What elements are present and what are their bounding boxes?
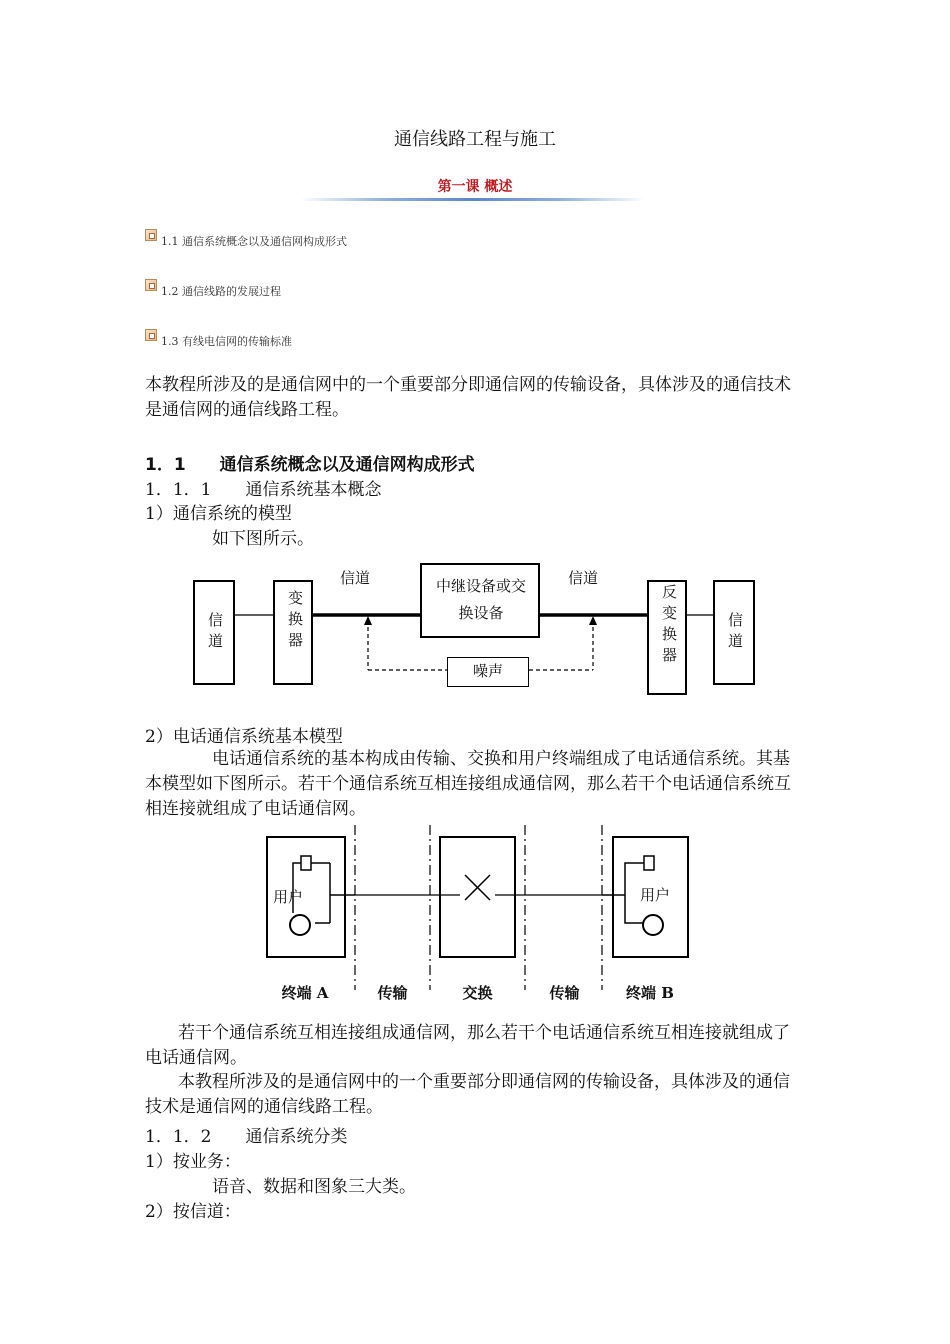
class-by-service: 1）按业务： [145, 1152, 241, 1172]
section-heading-1-1: 1．1 通信系统概念以及通信网构成形式 [145, 455, 475, 475]
terminal-b-label: 终端 B [626, 984, 674, 1002]
toc-item-1-3[interactable] [145, 333, 292, 349]
document-icon [145, 229, 157, 241]
user-label-left: 用户 [273, 888, 304, 906]
toc-label[interactable]: 1.3 有线电信网的传输标准 [161, 335, 292, 348]
system-model-diagram [185, 545, 770, 710]
document-icon [145, 329, 157, 341]
noise-box [447, 657, 529, 687]
converter-box [273, 580, 313, 685]
inverse-converter-label: 反变换器 [660, 584, 678, 668]
relay-label: 中继设备或交换设备 [436, 577, 527, 622]
class-by-channel: 2）按信道： [145, 1202, 241, 1222]
right-channel-box [713, 580, 755, 685]
noise-label: 噪声 [472, 662, 503, 680]
document-title: 通信线路工程与施工 [394, 129, 556, 150]
subsection-heading-1-1-2: 1．1．2 通信系统分类 [145, 1127, 348, 1147]
toc-label[interactable]: 1.2 通信线路的发展过程 [161, 285, 281, 298]
network-paragraph: 若干个通信系统互相连接组成通信网，那么若干个电话通信系统互相连接就组成了电话通信网。 [145, 1023, 790, 1068]
lesson-underline [300, 198, 645, 201]
terminal-a-label: 终端 A [281, 984, 329, 1002]
right-channel-label: 信道 [726, 612, 744, 654]
channel-label-left: 信道 [339, 569, 370, 587]
item-heading-model: 1）通信系统的模型 [145, 504, 292, 524]
tutorial-paragraph: 本教程所涉及的是通信网中的一个重要部分即通信网的传输设备，具体涉及的通信技术是通信网的通信线路工程。 [145, 1072, 790, 1117]
phone-system-paragraph: 电话通信系统的基本构成由传输、交换和用户终端组成了电话通信系统。其基本模型如下图所示。若干个通信系统互相连接组成通信网，那么若干个电话通信系统互相连接就组成了电话通信网。 [145, 749, 791, 819]
subsection-heading-1-1-1: 1．1．1 通信系统基本概念 [145, 480, 382, 500]
transmission-label-2: 传输 [549, 984, 580, 1002]
intro-paragraph: 本教程所涉及的是通信网中的一个重要部分即通信网的传输设备，具体涉及的通信技术是通信网的通信线路工程。 [145, 375, 791, 420]
switching-label: 交换 [462, 984, 493, 1002]
toc-label[interactable]: 1.1 通信系统概念以及通信网构成形式 [161, 235, 347, 248]
toc-item-1-2[interactable] [145, 283, 281, 299]
lesson-title: 第一课 概述 [437, 179, 513, 195]
channel-label-right: 信道 [567, 569, 598, 587]
class-by-service-value: 语音、数据和图象三大类。 [212, 1177, 416, 1197]
left-channel-label: 信道 [206, 612, 224, 654]
item-heading-phone-model: 2）电话通信系统基本模型 [145, 727, 343, 747]
left-channel-box [193, 580, 235, 685]
document-icon [145, 279, 157, 291]
transmission-label-1: 传输 [377, 984, 408, 1002]
converter-label: 变换器 [286, 590, 304, 653]
inverse-converter-box [647, 580, 687, 695]
item-note: 如下图所示。 [212, 529, 314, 549]
phone-model-diagram [255, 825, 700, 1010]
relay-box [420, 563, 540, 638]
toc-item-1-1[interactable] [145, 233, 347, 249]
user-label-right: 用户 [640, 886, 671, 904]
